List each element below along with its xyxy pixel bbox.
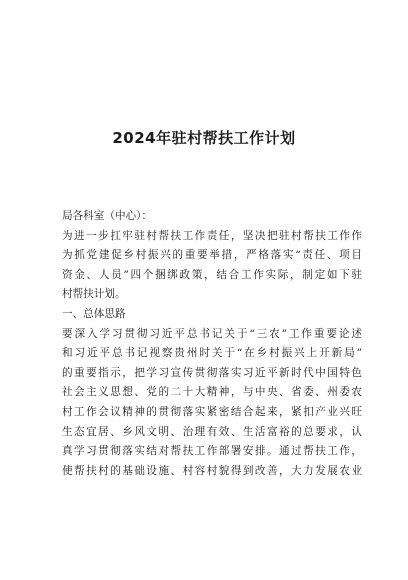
section-line: 真学习贯彻落实结对帮扶工作部署安排。通过帮扶工作， <box>62 445 362 458</box>
intro-line: 为抓党建促乡村振兴的重要举措，严格落实“责任、项目 <box>62 249 362 262</box>
intro-line: 资金、人员”四个捆绑政策，结合工作实际，制定如下驻 <box>62 268 362 281</box>
intro-line: 为进一步扛牢驻村帮扶工作责任，坚决把驻村帮扶工作作 <box>62 229 362 242</box>
intro-line: 村帮扶计划。 <box>62 288 126 301</box>
section-line: 社会主义思想、党的二十大精神，与中央、省委、州委农 <box>62 386 362 399</box>
section-line: 使帮扶村的基础设施、村容村貌得到改善，大力发展农业 <box>62 464 362 477</box>
section-line: 村工作会议精神的贯彻落实紧密结合起来，紧扣产业兴旺 <box>62 405 362 418</box>
section-line: 的重要指示，把学习宣传贯彻落实习近平新时代中国特色 <box>62 366 362 379</box>
salutation: 局各科室（中心）： <box>62 210 153 222</box>
document-title: 2024年驻村帮扶工作计划 <box>112 129 296 147</box>
section-heading: 一、总体思路 <box>62 307 126 320</box>
document-body <box>62 207 362 481</box>
section-line: 和习近平总书记视察贵州时关于“在乡村振兴上开新局” <box>62 347 362 360</box>
section-line: 要深入学习贯彻习近平总书记关于“三农”工作重要论述 <box>62 327 362 340</box>
section-line: 生态宜居、乡风文明、治理有效、生活富裕的总要求，认 <box>62 425 362 438</box>
